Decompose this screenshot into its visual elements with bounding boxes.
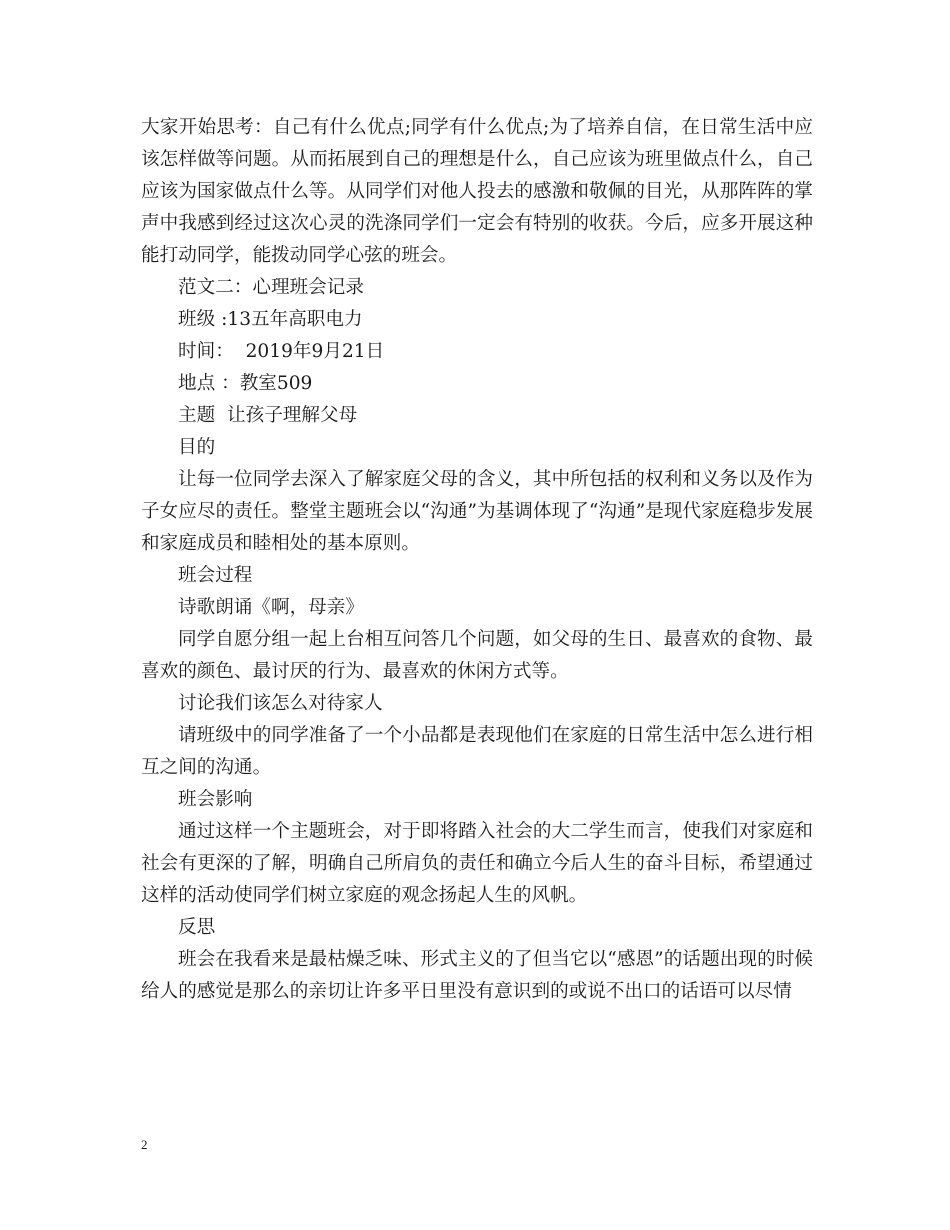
paragraph-3: 班级 :13五年高职电力 xyxy=(178,309,363,330)
paragraph-12: 讨论我们该怎么对待家人 xyxy=(178,693,383,714)
paragraph-14: 班会影响 xyxy=(178,789,253,810)
paragraph-9: 班会过程 xyxy=(178,565,253,586)
paragraph-11: 同学自愿分组一起上台相互问答几个问题，如父母的生日、最喜欢的食物、最喜欢的颜色、最讨厌的行为、最喜欢的休闲方式等。 xyxy=(141,629,813,682)
paragraph-16: 反思 xyxy=(178,917,216,938)
paragraph-17: 班会在我看来是最枯燥乏味、形式主义的了但当它以“感恩”的话题出现的时候给人的感觉是那么的亲切让许多平日里没有意识到的或说不出口的话语可以尽情 xyxy=(141,949,813,1002)
paragraph-10: 诗歌朗诵《啊，母亲》 xyxy=(178,597,364,618)
paragraph-6: 主题 让孩子理解父母 xyxy=(178,405,358,426)
paragraph-4: 时间： 2019年9月21日 xyxy=(178,341,385,362)
paragraph-15: 通过这样一个主题班会，对于即将踏入社会的大二学生而言，使我们对家庭和社会有更深的了解，明确自己所肩负的责任和确立今后人生的奋斗目标，希望通过这样的活动使同学们树立家庭的观念扬起人生的风帆。 xyxy=(141,821,813,906)
paragraph-13: 请班级中的同学准备了一个小品都是表现他们在家庭的日常生活中怎么进行相互之间的沟通。 xyxy=(141,725,813,778)
paragraph-5: 地点 ：教室509 xyxy=(178,373,313,394)
page-number: 2 xyxy=(141,1137,148,1152)
document-body xyxy=(141,112,813,1008)
paragraph-7: 目的 xyxy=(178,437,216,458)
paragraph-1: 大家开始思考：自己有什么优点;同学有什么优点;为了培养自信，在日常生活中应该怎样做等问题。从而拓展到自己的理想是什么，自己应该为班里做点什么，自己应该为国家做点什么等。从同学们对他人投去的感激和敬佩的目光，从那阵阵的掌声中我感到经过这次心灵的洗涤同学们一定会有特别的收获。今后，应多开展这种能打动同学，能拨动同学心弦的班会。 xyxy=(141,117,813,266)
paragraph-8: 让每一位同学去深入了解家庭父母的含义，其中所包括的权利和义务以及作为子女应尽的责任。整堂主题班会以“沟通”为基调体现了“沟通”是现代家庭稳步发展和家庭成员和睦相处的基本原则。 xyxy=(141,469,813,554)
paragraph-2: 范文二：心理班会记录 xyxy=(178,277,364,298)
